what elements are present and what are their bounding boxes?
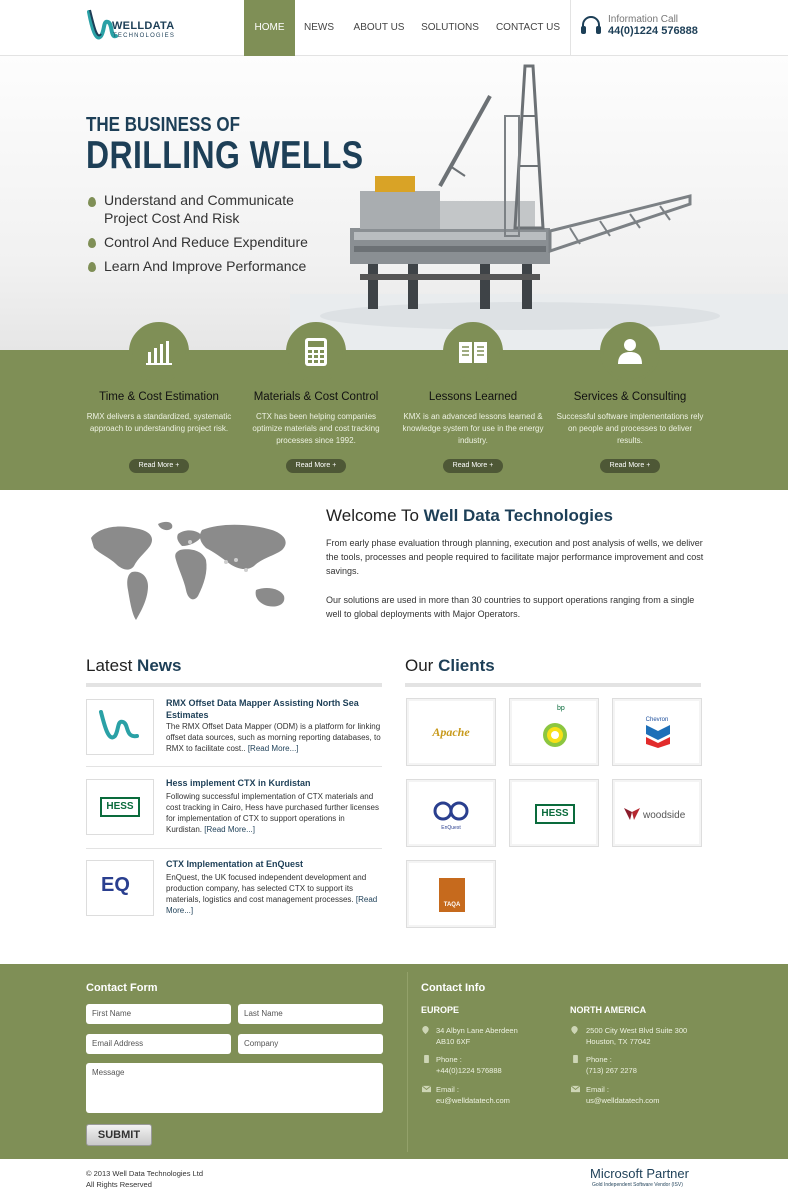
email-field[interactable]: Email Address bbox=[86, 1034, 231, 1054]
bullet-icon bbox=[88, 262, 96, 272]
apache-logo-text: Apache bbox=[432, 725, 470, 739]
contact-form-title: Contact Form bbox=[86, 982, 158, 994]
news-separator bbox=[86, 766, 382, 767]
welldata-logo-icon bbox=[97, 708, 143, 746]
logo[interactable] bbox=[86, 6, 216, 46]
news-item-desc bbox=[166, 872, 381, 916]
read-more-label: Read More bbox=[295, 462, 331, 469]
last-name-field[interactable]: Last Name bbox=[238, 1004, 383, 1024]
email-value[interactable]: us@welldatatech.com bbox=[586, 1096, 660, 1105]
taqa-logo-icon bbox=[439, 878, 465, 912]
client-logo-taqa[interactable] bbox=[406, 860, 496, 928]
service-circle bbox=[443, 322, 503, 382]
hess-logo-icon: HESS bbox=[100, 797, 140, 817]
phone-label: Phone : bbox=[586, 1055, 612, 1064]
read-more-label: Read More bbox=[452, 462, 488, 469]
phone-value[interactable]: +44(0)1224 576888 bbox=[436, 1066, 502, 1075]
hero-banner bbox=[0, 56, 788, 352]
mail-icon bbox=[571, 1085, 580, 1093]
world-map-image bbox=[86, 520, 298, 624]
news-thumbnail[interactable] bbox=[86, 699, 154, 755]
news-read-more-link[interactable]: [Read More...] bbox=[166, 895, 378, 915]
calculator-icon bbox=[304, 337, 328, 367]
bar-chart-icon bbox=[145, 338, 173, 366]
bp-logo-text: bp bbox=[557, 705, 565, 712]
hero-title-small: THE BUSINESS OF bbox=[86, 114, 240, 136]
news-desc-text: EnQuest, the UK focused independent development and production company, has selected CTX to support its materials, logistics and cost management processes. bbox=[166, 873, 367, 904]
logo-subtext: TECHNOLOGIES bbox=[113, 33, 176, 39]
service-circle bbox=[286, 322, 346, 382]
copyright bbox=[86, 1168, 203, 1190]
service-title: Time & Cost Estimation bbox=[99, 391, 219, 403]
service-desc: KMX is an advanced lessons learned & knowledge system for use in the energy industry. bbox=[402, 412, 544, 445]
rights-text: All Rights Reserved bbox=[86, 1180, 152, 1189]
news-thumbnail[interactable] bbox=[86, 779, 154, 835]
news-item-title[interactable]: Hess implement CTX in Kurdistan bbox=[166, 778, 311, 788]
news-title-plain: Latest bbox=[86, 656, 133, 675]
news-desc-text: Following successful implementation of CTX materials and cost tracking in Cairo, Hess have purchased further licenses for implementation of CTX to support operations in Kurdistan. bbox=[166, 792, 379, 834]
plus-icon: + bbox=[332, 462, 337, 469]
news-separator bbox=[86, 848, 382, 849]
welcome-title-bold: Well Data Technologies bbox=[423, 506, 613, 525]
phone-icon bbox=[572, 1055, 579, 1063]
user-icon bbox=[617, 337, 643, 365]
client-logo-hess[interactable] bbox=[509, 779, 599, 847]
email-label: Email : bbox=[436, 1085, 459, 1094]
client-logo-woodside[interactable] bbox=[612, 779, 702, 847]
nav-news[interactable]: NEWS bbox=[304, 22, 334, 33]
logo-text: WELLDATA bbox=[112, 20, 175, 32]
address-line: AB10 6XF bbox=[436, 1037, 471, 1046]
welcome-paragraph: From early phase evaluation through planning, execution and post analysis of wells, we deliver the tools, processes and people required to facilitate major performance improvement and cost savings. bbox=[326, 538, 704, 576]
email-value[interactable]: eu@welldatatech.com bbox=[436, 1096, 510, 1105]
news-title-bold: News bbox=[137, 656, 182, 675]
news-read-more-link[interactable]: [Read More...] bbox=[204, 825, 255, 834]
read-more-button[interactable] bbox=[443, 459, 503, 473]
hero-bullet: Learn And Improve Performance bbox=[104, 258, 307, 274]
phone-label: Phone : bbox=[436, 1055, 462, 1064]
region-north-america: NORTH AMERICA bbox=[570, 1005, 647, 1015]
service-desc: CTX has been helping companies optimize materials and cost tracking processes since 1992. bbox=[252, 412, 380, 445]
address-line: 34 Albyn Lane Aberdeen bbox=[436, 1026, 518, 1035]
info-call[interactable] bbox=[570, 0, 788, 56]
copyright-text: © 2013 Well Data Technologies Ltd bbox=[86, 1169, 203, 1178]
enquest-logo-icon: EQ bbox=[101, 874, 130, 896]
plus-icon: + bbox=[175, 462, 180, 469]
hero-bullet: Understand and Communicate Project Cost And Risk bbox=[104, 192, 294, 226]
submit-button[interactable]: SUBMIT bbox=[86, 1124, 152, 1146]
service-title: Lessons Learned bbox=[428, 391, 518, 403]
woodside-logo-text: woodside bbox=[643, 810, 686, 821]
email-label: Email : bbox=[586, 1085, 609, 1094]
microsoft-partner-logo: Microsoft Partner bbox=[590, 1166, 689, 1181]
taqa-logo-text: TAQA bbox=[443, 902, 461, 908]
news-desc-text: The RMX Offset Data Mapper (ODM) is a platform for linking offset data sources, such as morning reporting databases, to RMX to facilitate cost.. bbox=[166, 722, 381, 753]
hero-title-large: DRILLING WELLS bbox=[86, 134, 364, 177]
news-item-desc bbox=[166, 721, 381, 754]
read-more-button[interactable] bbox=[286, 459, 346, 473]
nav-contact[interactable]: CONTACT US bbox=[495, 22, 561, 33]
welcome-title bbox=[326, 506, 613, 526]
read-more-button[interactable] bbox=[129, 459, 189, 473]
service-circle bbox=[600, 322, 660, 382]
mail-icon bbox=[422, 1085, 431, 1093]
plus-icon: + bbox=[646, 462, 651, 469]
headset-icon bbox=[580, 15, 602, 37]
read-more-button[interactable] bbox=[600, 459, 660, 473]
chevron-logo-text: Chevron bbox=[645, 717, 669, 723]
clients-title bbox=[405, 656, 495, 676]
oil-rig-image bbox=[290, 56, 788, 352]
location-icon bbox=[422, 1026, 429, 1034]
read-more-label: Read More bbox=[138, 462, 174, 469]
read-more-label: Read More bbox=[609, 462, 645, 469]
nav-solutions[interactable]: SOLUTIONS bbox=[421, 22, 479, 33]
nav-home[interactable]: HOME bbox=[244, 0, 295, 56]
message-field[interactable]: Message bbox=[86, 1063, 383, 1113]
bullet-icon bbox=[88, 197, 96, 207]
info-call-label: Information Call bbox=[608, 14, 679, 25]
hess-logo-text: HESS bbox=[535, 804, 575, 824]
microsoft-partner-subtitle: Gold Independent Software Vendor (ISV) bbox=[592, 1182, 683, 1188]
news-item-title[interactable]: RMX Offset Data Mapper Assisting North Sea Estimates bbox=[166, 698, 359, 720]
service-desc: Successful software implementations rely on people and processes to deliver results. bbox=[556, 412, 704, 445]
bp-logo-icon bbox=[540, 717, 570, 749]
chevron-logo-icon bbox=[645, 724, 671, 748]
news-title bbox=[86, 656, 181, 676]
phone-icon bbox=[423, 1055, 430, 1063]
region-europe: EUROPE bbox=[421, 1005, 460, 1015]
client-logo-enquest[interactable] bbox=[406, 779, 496, 847]
phone-value[interactable]: (713) 267 2278 bbox=[586, 1066, 637, 1075]
client-logo-apache[interactable] bbox=[406, 698, 496, 766]
enquest-logo-icon bbox=[433, 800, 469, 824]
plus-icon: + bbox=[489, 462, 494, 469]
service-title: Services & Consulting bbox=[573, 391, 687, 403]
client-logo-bp[interactable] bbox=[509, 698, 599, 766]
service-desc: RMX delivers a standardized, systematic approach to understanding project risk. bbox=[86, 412, 232, 433]
service-circle bbox=[129, 322, 189, 382]
enquest-logo-text: EnQuest bbox=[441, 825, 461, 831]
location-icon bbox=[571, 1026, 578, 1034]
clients-title-bold: Clients bbox=[438, 656, 495, 675]
footer-divider bbox=[407, 972, 408, 1152]
info-call-number: 44(0)1224 576888 bbox=[608, 25, 698, 37]
news-item-desc bbox=[166, 791, 381, 835]
welcome-paragraph: Our solutions are used in more than 30 countries to support operations ranging from a single well to global deployments with Major Operators. bbox=[326, 595, 695, 619]
news-item-title[interactable]: CTX Implementation at EnQuest bbox=[166, 859, 304, 869]
address-line: Houston, TX 77042 bbox=[586, 1037, 651, 1046]
news-read-more-link[interactable]: [Read More...] bbox=[247, 744, 299, 753]
book-icon bbox=[458, 339, 488, 365]
woodside-logo-icon bbox=[623, 806, 641, 822]
service-title: Materials & Cost Control bbox=[253, 391, 379, 403]
first-name-field[interactable]: First Name bbox=[86, 1004, 231, 1024]
clients-title-plain: Our bbox=[405, 656, 434, 675]
clients-title-rule bbox=[405, 683, 701, 687]
nav-about[interactable]: ABOUT US bbox=[353, 22, 405, 33]
address-line: 2500 City West Blvd Suite 300 bbox=[586, 1026, 688, 1035]
contact-info-title: Contact Info bbox=[421, 982, 486, 994]
news-title-rule bbox=[86, 683, 382, 687]
hero-bullet: Control And Reduce Expenditure bbox=[104, 234, 308, 250]
company-field[interactable]: Company bbox=[238, 1034, 383, 1054]
client-logo-chevron[interactable] bbox=[612, 698, 702, 766]
news-thumbnail[interactable] bbox=[86, 860, 154, 916]
welcome-title-plain: Welcome To bbox=[326, 506, 419, 525]
bullet-icon bbox=[88, 238, 96, 248]
